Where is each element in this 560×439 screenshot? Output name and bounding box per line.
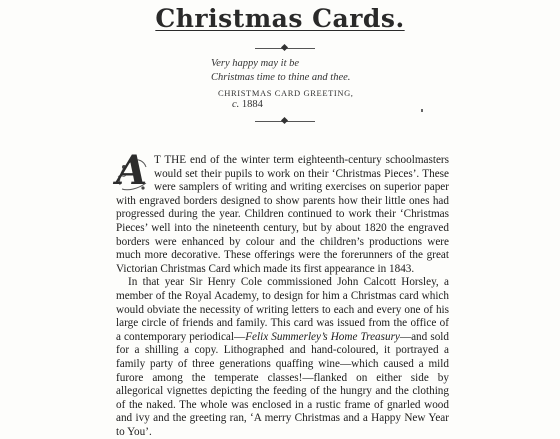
epigraph-source: CHRISTMAS CARD GREETING, <box>218 88 354 98</box>
paragraph-1: T THE end of the winter term eighteenth-century schoolmasters would set their pupils to work on their ‘Christmas Pieces’. These were samplers of writing and writing exercises on superior paper with engraved borders designed to show parents how their little ones had progressed during the year. Children continued to work their ‘Christmas Pieces’ well into the nineteenth century, but by about 1820 the engraved borders were enhanced by colour and the children’s productions were much more decorative. These offerings were the forerunners of the great Victorian Christmas Card which made its first appearance in 1843. <box>116 154 449 275</box>
epigraph-verse <box>211 57 350 85</box>
paragraph-2-part-a: In that year Sir Henry Cole commissioned John Calcott Horsley, a member of the Royal Academy, to design for him a Christmas card which would obviate the necessity of writing letters to each and every one of his large circle of friends and family. This card was issued from the office of a contemporary periodical— <box>116 276 449 343</box>
drop-cap-letter: A <box>116 147 148 194</box>
epigraph-date-year: 1884 <box>241 99 263 110</box>
paragraph-2-part-b: —and sold for a shilling a copy. Lithographed and hand-coloured, it portrayed a family party of three generations quaffing wine—which caused a mild furore among the temperate classes!—flanked on either side by allegorical vignettes depicting the feeding of the hungry and the clothing of the naked. The whole was enclosed in a rustic frame of gnarled wood and ivy and the greeting ran, ‘A merry Christmas and a Happy New Year to You’. <box>116 330 449 438</box>
article-body <box>116 147 449 439</box>
bottom-ornament-divider <box>255 119 315 125</box>
epigraph-date <box>232 99 263 110</box>
epigraph-date-prefix: c. <box>232 99 240 110</box>
page-title: Christmas Cards. <box>155 4 405 33</box>
epigraph-line-2: Christmas time to thine and thee. <box>211 72 351 83</box>
diamond-icon <box>281 117 288 124</box>
epigraph-line-1: Very happy may it be <box>211 58 300 69</box>
decorative-drop-cap <box>116 147 150 194</box>
periodical-title: Felix Summerley’s Home Treasury <box>245 330 400 343</box>
diamond-icon <box>281 44 288 51</box>
top-ornament-divider <box>255 46 315 52</box>
paper-speck <box>421 109 423 112</box>
paragraph-2 <box>116 276 449 439</box>
